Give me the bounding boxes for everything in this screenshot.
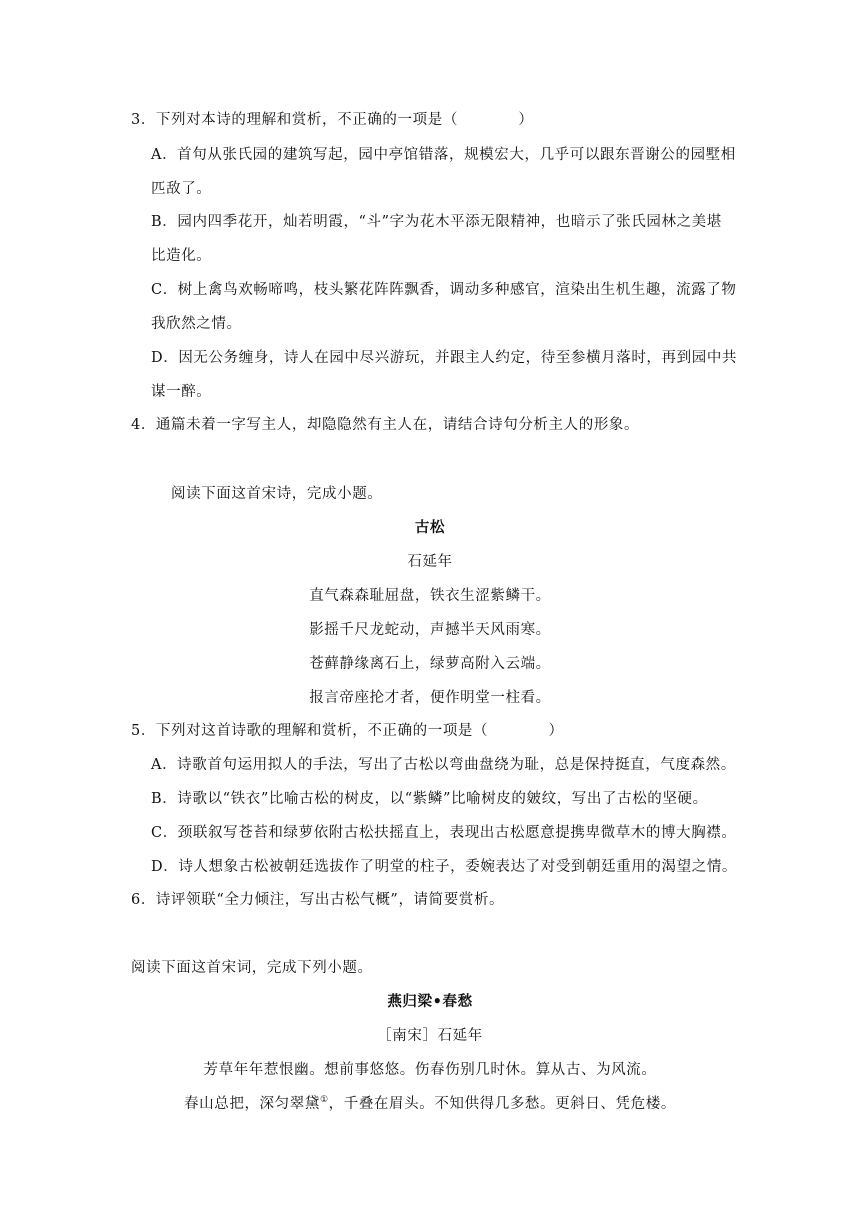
q6-stem: 6．诗评领联“全力倾注，写出古松气概”，请简要赏析。 [131,892,505,908]
ci-line-2 [0,1094,860,1114]
q5-option-c: C．颈联叙写苍苔和绿萝依附古松扶摇直上，表现出古松愿意提携卑微草木的博大胸襟。 [151,825,737,841]
poem-author: 石延年 [407,554,453,570]
q3-option-b-line1: B．园内四季花开，灿若明霞，“斗”字为花木平添无限精神，也暗示了张氏园林之美堪 [151,214,722,230]
ci-title: 燕归梁•春愁 [387,993,473,1010]
q3-option-b-line2: 比造化。 [151,248,212,264]
q3-option-d-line2: 谋一醉。 [151,384,212,400]
q5-option-b: B．诗歌以“铁衣”比喻古松的树皮，以“紫鳞”比喻树皮的皴纹，写出了古松的坚硬。 [151,791,708,807]
poem-title: 古松 [414,519,446,536]
ci-author: ［南宋］石延年 [377,1028,483,1044]
q4-stem: 4．通篇未着一字写主人，却隐隐然有主人在，请结合诗句分析主人的形象。 [131,417,640,433]
ci-line-2-part-b: ，千叠在眉头。不知供得几多愁。更斜日、凭危楼。 [328,1096,676,1112]
q5-option-d: D．诗人想象古松被朝廷选拔作了明堂的柱子，委婉表达了对受到朝廷重用的渴望之情。 [151,859,738,875]
section2-intro: 阅读下面这首宋诗，完成小题。 [171,486,383,502]
ci-line-2-part-a: 春山总把，深匀翠黛 [184,1096,320,1112]
q5-option-a: A．诗歌首句运用拟人的手法，写出了古松以弯曲盘绕为耻，总是保持挺直，气度森然。 [151,757,736,773]
poem-line-4: 报言帝座抡才者，便作明堂一柱看。 [309,690,551,706]
q3-option-a-line1: A．首句从张氏园的建筑写起，园中亭馆错落，规模宏大，几乎可以跟东晋谢公的园墅相 [151,147,736,163]
poem-line-3: 苍藓静缘离石上，绿萝高附入云端。 [309,656,551,672]
q3-option-d-line1: D．因无公务缠身，诗人在园中尽兴游玩，并跟主人约定，待至参横月落时，再到园中共 [151,350,738,366]
poem-line-2: 影摇千尺龙蛇动，声撼半天风雨寒。 [309,622,551,638]
q5-stem: 5．下列对这首诗歌的理解和赏析，不正确的一项是（ ） [131,723,564,739]
q3-option-a-line2: 匹敌了。 [151,181,212,197]
q3-option-c-line2: 我欣然之情。 [151,316,242,332]
ci-line-1: 芳草年年惹恨幽。想前事悠悠。伤春伤别几时休。算从古、为风流。 [203,1062,657,1078]
q3-stem: 3．下列对本诗的理解和赏析，不正确的一项是（ ） [131,112,534,128]
footnote-marker: ① [319,1095,329,1106]
poem-line-1: 直气森森耻屈盘，铁衣生涩紫鳞干。 [309,588,551,604]
section3-intro: 阅读下面这首宋词，完成下列小题。 [131,960,373,976]
q3-option-c-line1: C．树上禽鸟欢畅啼鸣，枝头繁花阵阵飘香，调动多种感官，渲染出生机生趣，流露了物 [151,282,737,298]
